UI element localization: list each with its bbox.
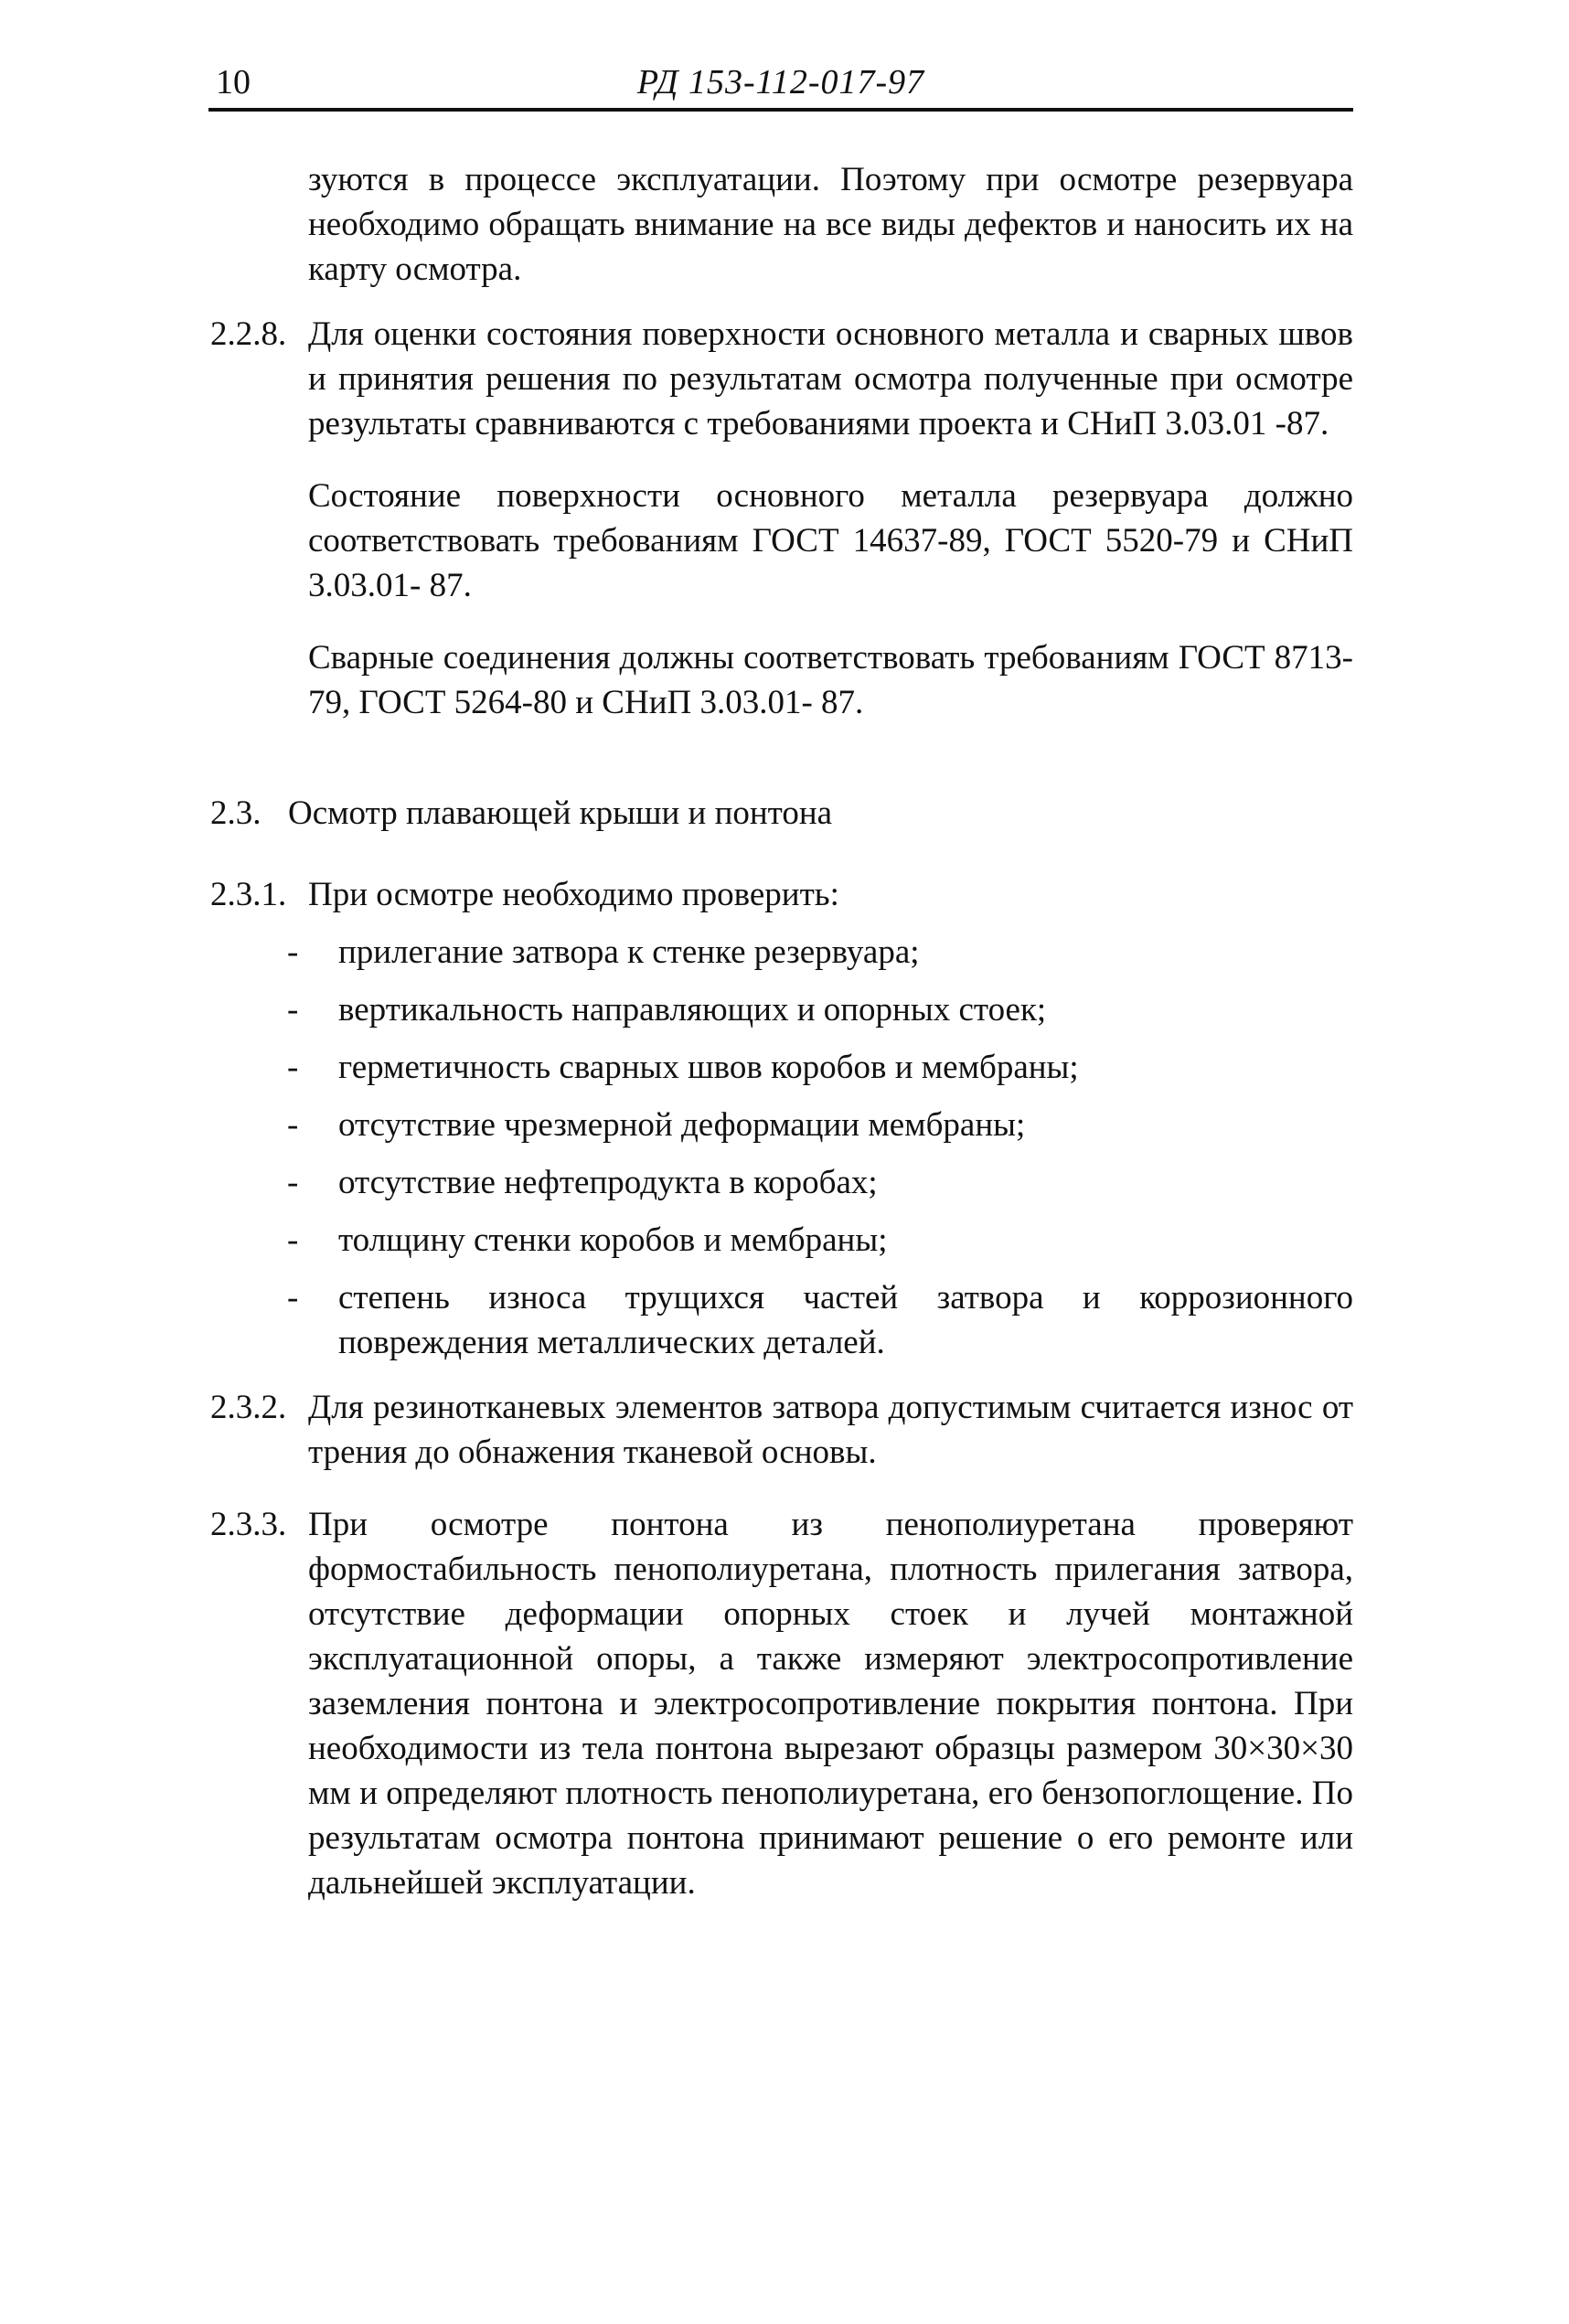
list-item: - отсутствие чрезмерной деформации мембраны; <box>287 1103 1353 1147</box>
inspection-checklist <box>287 930 1353 1365</box>
list-item: - герметичность сварных швов коробов и мембраны; <box>287 1045 1353 1090</box>
paragraph-welds: Сварные соединения должны соответствовать требованиям ГОСТ 8713-79, ГОСТ 5264-80 и СНиП 3.03.01- 87. <box>308 639 1353 721</box>
paragraph-metal-surface: Состояние поверхности основного металла резервуара должно соответствовать требованиям ГОСТ 14637-89, ГОСТ 5520-79 и СНиП 3.03.01- 87. <box>308 477 1353 604</box>
clause-2-2-8 <box>210 312 1353 446</box>
section-number: 2.3. <box>210 794 262 832</box>
clause-2-3-3 <box>210 1502 1353 1905</box>
list-dash: - <box>287 1221 299 1259</box>
list-item: - прилегание затвора к стенке резервуара; <box>287 930 1353 975</box>
list-dash: - <box>287 1164 299 1201</box>
list-dash: - <box>287 933 299 971</box>
list-item: - степень износа трущихся частей затвора и коррозионного повреждения металлических деталей. <box>287 1275 1353 1365</box>
section-heading-2-3 <box>210 791 1353 836</box>
clause-number: 2.2.8. <box>210 315 287 353</box>
page-number: 10 <box>216 63 251 101</box>
list-dash: - <box>287 1049 299 1086</box>
clause-number: 2.3.2. <box>210 1389 287 1426</box>
clause-text: Для резинотканевых элементов затвора допустимым считается износ от трения до обнажения тканевой основы. <box>308 1389 1353 1471</box>
clause-text: При осмотре необходимо проверить: <box>308 876 839 913</box>
document-code: РД 153-112-017-97 <box>636 63 925 101</box>
clause-number: 2.3.1. <box>210 876 287 913</box>
clause-2-3-2 <box>210 1385 1353 1475</box>
list-dash: - <box>287 1106 299 1144</box>
page-header <box>208 57 1353 112</box>
clause-2-3-1 <box>210 872 1353 917</box>
page-body <box>210 157 1353 1905</box>
list-item: - толщину стенки коробов и мембраны; <box>287 1218 1353 1263</box>
paragraph-continuation: зуются в процессе эксплуатации. Поэтому при осмотре резервуара необходимо обращать внимание на все виды дефектов и наносить их на карту осмотра. <box>308 161 1353 288</box>
section-title: Осмотр плавающей крыши и понтона <box>288 794 833 832</box>
list-dash: - <box>287 991 299 1029</box>
list-dash: - <box>287 1279 299 1317</box>
clause-text: При осмотре понтона из пенополиуретана проверяют формостабильность пенополиуретана, плотность прилегания затвора, отсутствие деформации опорных стоек и лучей монтажной эксплуатационной опоры, а также измеряют электросопротивление заземления понтона и электросопротивление покрытия понтона. При необходимости из тела понтона вырезают образцы размером 30×30×30 мм и определяют плотность пенополиуретана, его бензопоглощение. По результатам осмотра понтона принимают решение о его ремонте или дальнейшей эксплуатации. <box>308 1506 1353 1902</box>
list-item: - вертикальность направляющих и опорных стоек; <box>287 987 1353 1032</box>
clause-text: Для оценки состояния поверхности основного металла и сварных швов и принятия решения по результатам осмотра полученные при осмотре результаты сравниваются с требованиями проекта и СНиП 3.03.01 -87. <box>308 315 1353 442</box>
clause-number: 2.3.3. <box>210 1506 287 1543</box>
list-item: - отсутствие нефтепродукта в коробах; <box>287 1160 1353 1205</box>
